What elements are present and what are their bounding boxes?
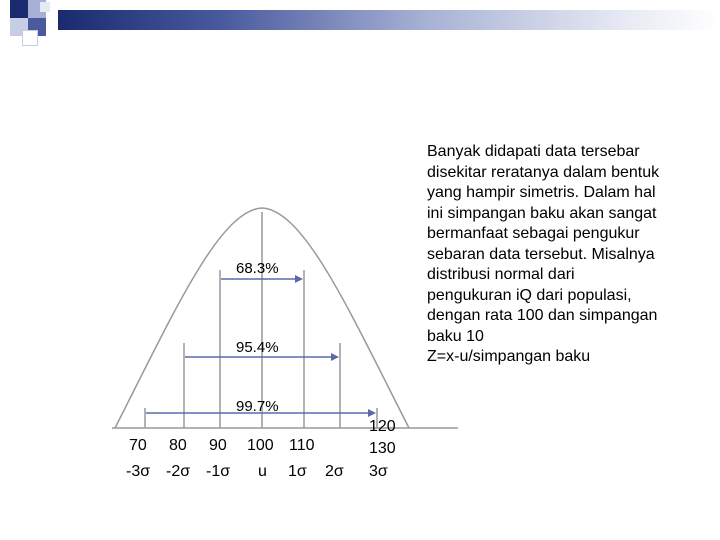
sigma-label-mean: u xyxy=(258,463,267,480)
percent-label-3-sigma: 99.7% xyxy=(236,398,279,415)
sigma-label-plus-1: 1σ xyxy=(288,463,307,480)
sigma-label-plus-3: 3σ xyxy=(369,463,388,480)
sigma-label-minus-2: -2σ xyxy=(166,463,191,480)
x-value-70: 70 xyxy=(129,437,147,454)
description-line: Z=x-u/simpangan baku xyxy=(427,348,591,365)
description-line: distribusi normal dari xyxy=(427,266,575,283)
sigma-label-minus-3: -3σ xyxy=(126,463,151,480)
x-value-90: 90 xyxy=(209,437,227,454)
range-arrowhead-2-sigma xyxy=(331,353,339,361)
description-line: ini simpangan baku akan sangat xyxy=(427,204,657,222)
range-arrowhead-3-sigma xyxy=(368,409,376,417)
percent-label-2-sigma: 95.4% xyxy=(236,339,279,356)
x-value-120: 120 xyxy=(369,418,396,435)
description-line: pengukuran iQ dari populasi, xyxy=(427,286,632,304)
description-line: bermanfaat sebagai pengukur xyxy=(427,225,640,242)
description-text xyxy=(427,142,712,368)
sigma-label-plus-2: 2σ xyxy=(325,463,344,480)
range-arrowhead-1-sigma xyxy=(295,275,303,283)
sigma-label-minus-1: -1σ xyxy=(206,463,231,480)
x-value-100: 100 xyxy=(247,437,274,454)
description-line: dengan rata 100 dan simpangan xyxy=(427,307,658,324)
description-line: baku 10 xyxy=(427,327,484,345)
description-line: Banyak didapati data tersebar xyxy=(427,143,640,160)
x-value-130: 130 xyxy=(369,440,396,457)
description-line: disekitar reratanya dalam bentuk xyxy=(427,163,660,181)
x-value-110: 110 xyxy=(289,437,315,454)
percent-label-1-sigma: 68.3% xyxy=(236,260,279,277)
x-value-80: 80 xyxy=(169,437,187,454)
description-line: sebaran data tersebut. Misalnya xyxy=(427,245,655,263)
description-line: yang hampir simetris. Dalam hal xyxy=(427,184,656,201)
